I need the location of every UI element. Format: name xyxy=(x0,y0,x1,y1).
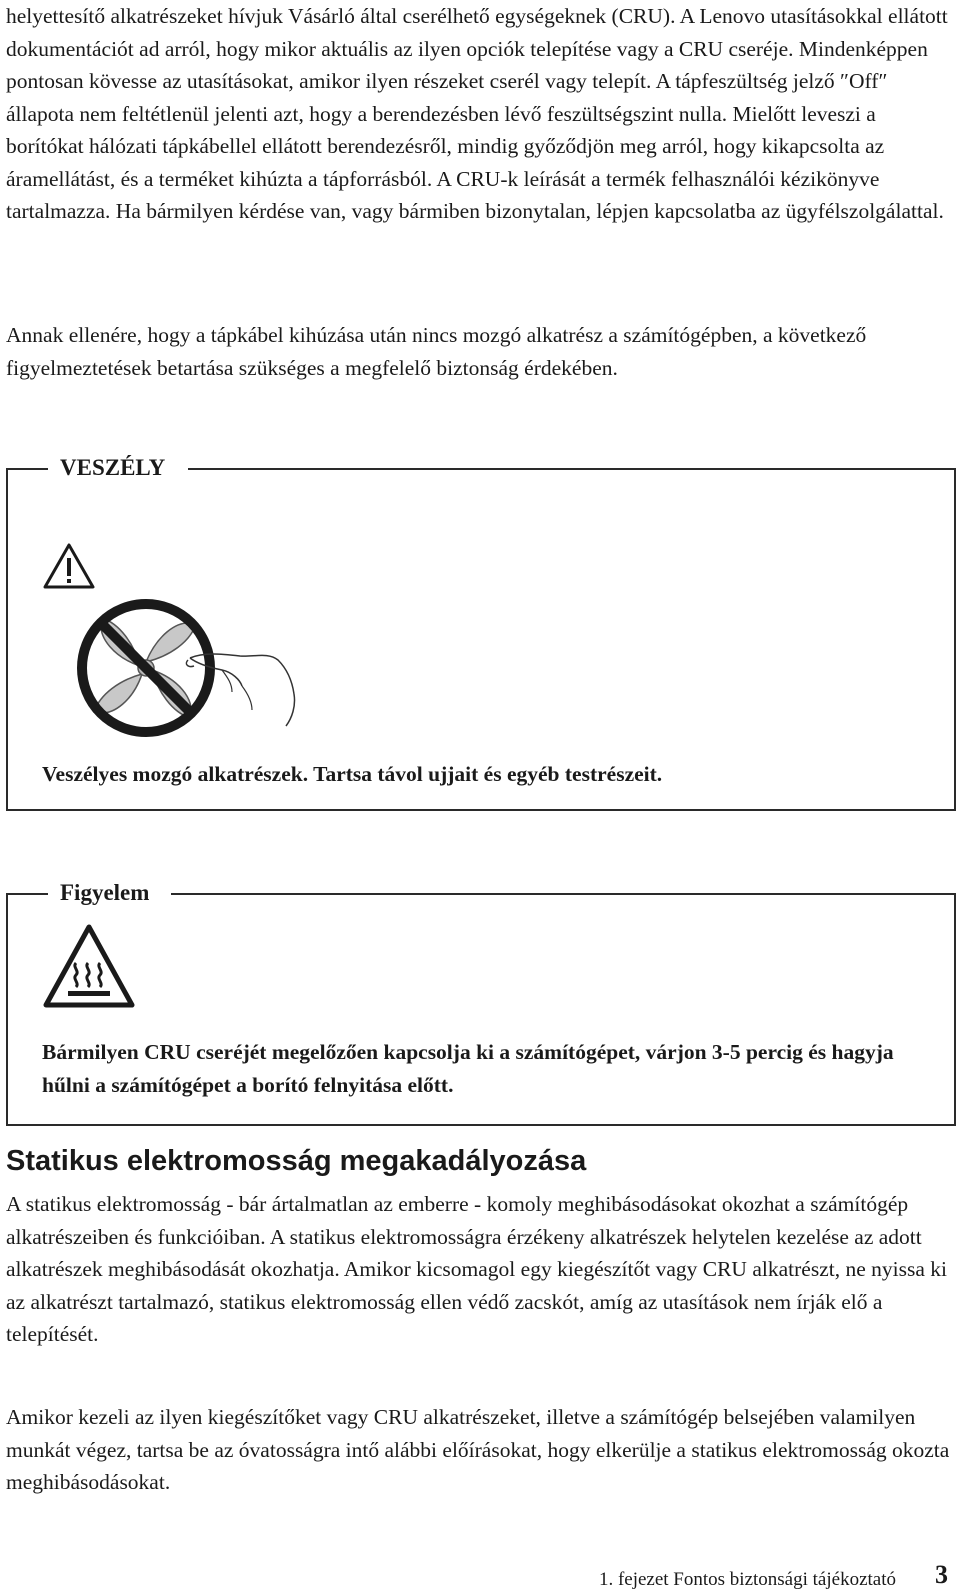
moving-parts-paragraph: Annak ellenére, hogy a tápkábel kihúzása után nincs mozgó alkatrész a számítógépben, a következő figyelmeztetések betartása szükséges a megfelelő biztonság érdekében. xyxy=(6,323,867,380)
warning-triangle-icon xyxy=(42,542,96,590)
caution-notice-text: Bármilyen CRU cseréjét megelőzően kapcsolja ki a számítógépet, várjon 3-5 percig és hagyja hűlni a számítógépet a borító felnyitása előtt. xyxy=(42,1040,894,1097)
section-paragraph-2: Amikor kezeli az ilyen kiegészítőket vagy CRU alkatrészeket, illetve a számítógép belsejében valamilyen munkát végez, tartsa be az óvatosságra intő alábbi előírásokat, hogy elkerülje a statikus elektromosság okozta meghibásodásokat. xyxy=(6,1405,950,1494)
danger-notice-text: Veszélyes mozgó alkatrészek. Tartsa távol ujjait és egyéb testrészeit. xyxy=(42,762,663,786)
danger-notice-title: VESZÉLY xyxy=(60,455,166,480)
box-border-top-right xyxy=(188,468,956,470)
section-paragraph-1: A statikus elektromosság - bár ártalmatlan az emberre - komoly meghibásodásokat okozhat a számítógép alkatrészeiben és funkcióiban. A statikus elektromosságra érzékeny alkatrészek helytelen kezelése az adott alkatrészek meghibásodását okozhatja. Amikor kicsomagol egy kiegészítőt vagy CRU alkatrészt, ne nyissa ki az alkatrészt tartalmazó, statikus elektromosság ellen védő zacskót, amíg az utasítások nem írják elő a telepítését. xyxy=(6,1192,947,1346)
section-heading: Statikus elektromosság megakadályozása xyxy=(6,1145,587,1177)
page-footer xyxy=(0,1560,948,1592)
box-border-top-left xyxy=(6,893,48,895)
intro-paragraph: helyettesítő alkatrészeket hívjuk Vásárló által cserélhető egységeknek (CRU). A Lenovo utasításokkal ellátott dokumentációt ad arról, hogy mikor aktuális az ilyen opciók telepítése vagy a CRU cseréje. Mindenképpen pontosan kövesse az utasításokat, amikor ilyen részeket cserél vagy telepít. A tápfeszültség jelző ″Off″ állapota nem feltétlenül jelenti azt, hogy a berendezésben lévő feszültségszint nulla. Mielőtt leveszi a borítókat hálózati tápkábellel ellátott berendezésről, mindig győződjön meg arról, hogy kikapcsolta az áramellátást, és a terméket kihúzta a tápforrásból. A CRU-k leírását a termék felhasználói kézikönyve tartalmazza. Ha bármilyen kérdése van, vagy bármiben bizonytalan, lépjen kapcsolatba az ügyfélszolgálattal. xyxy=(6,4,948,223)
footer-chapter-title: 1. fejezet Fontos biztonsági tájékoztató xyxy=(598,1569,896,1590)
caution-notice-title: Figyelem xyxy=(60,880,150,905)
page-number: 3 xyxy=(935,1560,948,1589)
no-touch-fan-icon xyxy=(72,594,304,742)
danger-notice-box xyxy=(6,455,956,811)
caution-notice-box xyxy=(6,880,956,1126)
box-border-top-left xyxy=(6,468,48,470)
box-border-top-right xyxy=(171,893,956,895)
hot-surface-icon xyxy=(42,923,136,1009)
